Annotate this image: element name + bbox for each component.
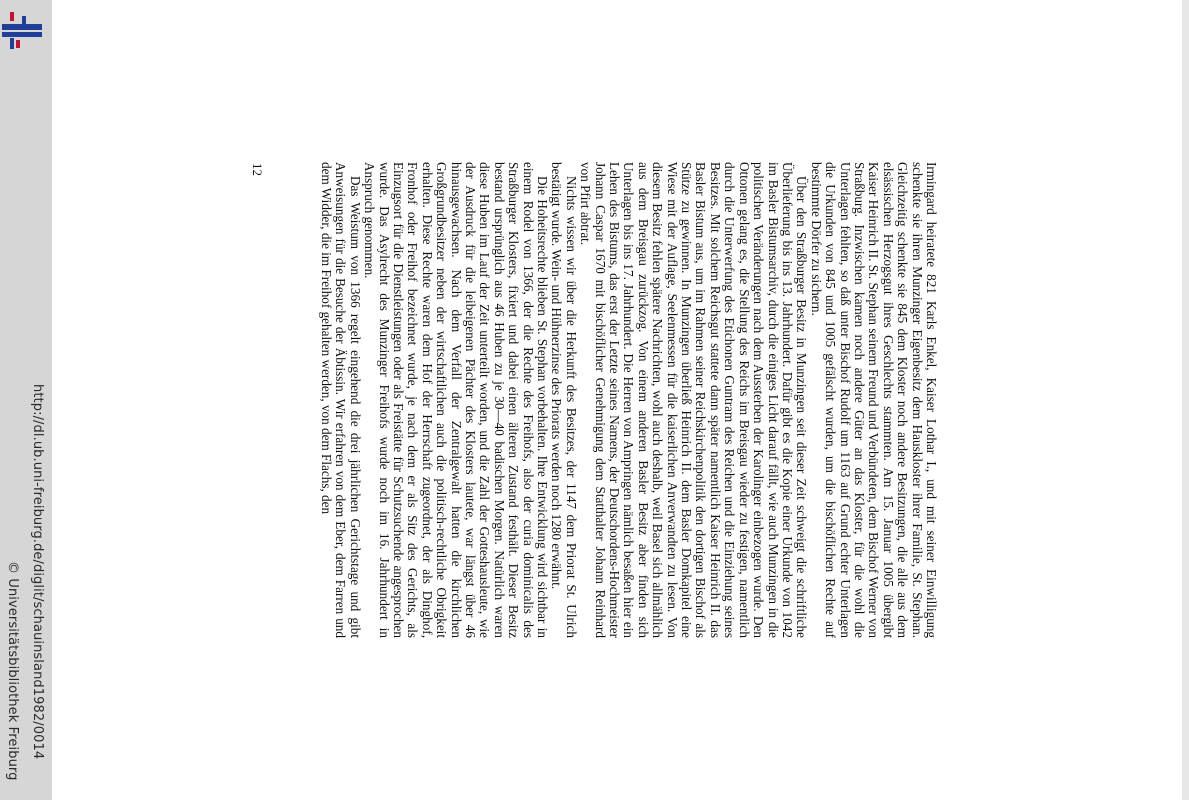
document-url[interactable]: http://dl.ub.uni-freiburg.de/diglit/schauinsland1982/0014 <box>30 384 45 760</box>
paragraph-4: Die Hoheitsrechte blieben St. Stephan vorbehalten. Ihre Entwicklung wird sichtbar in einem Rodel von 1366, der die Rechte des Freihofs, also der curia dominicalis des Straßburger Klosters, fixiert und dabei einen älteren Zustand festhält. Dieser Besitz bestand ursprünglich aus 46 Huben zu je 30—40 badischen Morgen. Natürlich waren diese Huben im Lauf der Zeit unterteilt worden, und die Zahl der Gotteshausleute, wie der Ausdruck für die leibeigenen Pächter des Klosters lautete, war längst über 46 hinausgewachsen. Nach dem Verfall der Zentralgewalt hatten die kirchlichen Großgrundbesitzer neben der wirtschaftlichen auch die politisch-rechtliche Obrigkeit erhalten. Diese Rechte waren dem Hof der Herrschaft zugeordnet, der als Dinghof, Fronhof oder Freihof bezeichnet wurde, je nach dem er als Sitz des Gerichts, als Einzugsort für die Dienstleistungen oder als Freistätte für Schutzsuchende angesprochen wurde. Das Asylrecht des Munzinger Freihofs wurde noch im 16. Jahrhundert in Anspruch genommen. <box>362 162 551 638</box>
paragraph-3: Nichts wissen wir über die Herkunft des Besitzes, der 1147 dem Priorat St. Ulrich bestätigt wurde. Wein- und Hühnerzinse des Priorats werden noch 1280 erwähnt. <box>549 162 579 638</box>
page-number: 12 <box>250 163 265 176</box>
page-text-column <box>319 162 938 638</box>
paragraph-5: Das Weistum von 1366 regelt eingehend die drei jährlichen Gerichtstage und gibt Anweisungen für die Besuche der Äbtissin. Wir erfahren von dem Eber, dem Farren und dem Widder, die im Freihof gehalten werden, von dem Flachs, den <box>318 162 363 638</box>
library-logo-icon <box>2 10 44 50</box>
viewer-sidebar <box>0 0 52 800</box>
copyright-notice: © Universitätsbibliothek Freiburg <box>5 561 20 781</box>
paragraph-1: Irmingard heiratete 821 Karls Enkel, Kaiser Lothar I., und mit seiner Einwilligung schenkte sie ihren Munzinger Eigenbesitz dem Hauskloster ihrer Familie, St. Stephan. Gleichzeitig schenkte sie 845 dem Kloster noch andere Besitzungen, die alle aus dem elsässischen Herzogsgut ihres Geschlechts stammten. Am 15. Januar 1005 übergibt Kaiser Heinrich II. St. Stephan seinem Freund und Verbündeten, dem Bischof Werner von Straßburg. Inzwischen kamen noch andere Güter an das Kloster, für die wohl die Unterlagen fehlten, so daß unter Bischof Rudolf um 1163 auf Grund echter Unterlagen die Urkunden von 845 und 1005 gefälscht wurden, um die bischöflichen Rechte auf bestimmte Dörfer zu sichern. <box>808 162 939 638</box>
paragraph-2: Über den Straßburger Besitz in Munzingen seit dieser Zeit schweigt die schriftliche Überlieferung bis ins 13. Jahrhundert. Dafür gibt es die Kopie einer Urkunde von 1042 im Basler Bistumsarchiv, durch die einiges Licht darauf fällt, wie auch Munzingen in die politischen Veränderungen nach dem Aussterben der Karolinger einbezogen wurde. Den Ottonen gelang es, die Stellung des Reichs im Breisgau wieder zu festigen, namentlich durch die Unterwerfung des Etichonen Guntram des Reichen und die Einziehung seines Besitzes. Mit solchem Reichsgut stattete dann später namentlich Kaiser Heinrich II. das Basler Bistum aus, um im Rahmen seiner Reichskirchenpolitik den dortigen Bischof als Stütze zu gewinnen. In Munzingen überließ Heinrich II. dem Basler Domkapitel eine Wiese mit der Auflage, Seelenmessen für die kaiserlichen Anverwandten zu lesen. Von diesem Besitz fehlen spätere Nachrichten, wohl auch deshalb, weil Basel sich allmählich aus dem Breisgau zurückzog. Von einem anderen Basler Besitz aber finden sich Unterlagen bis ins 17. Jahrhundert. Die Herren von Ampringen nämlich besaßen hier ein Lehen des Bistums, das erst der Letzte seines Namens, der Deutschordens-Hochmeister Johann Caspar 1670 mit bischöflicher Genehmigung dem Statthalter Johann Reinhard von Pfirt abtrat. <box>578 162 810 638</box>
page-edge <box>1182 0 1189 800</box>
